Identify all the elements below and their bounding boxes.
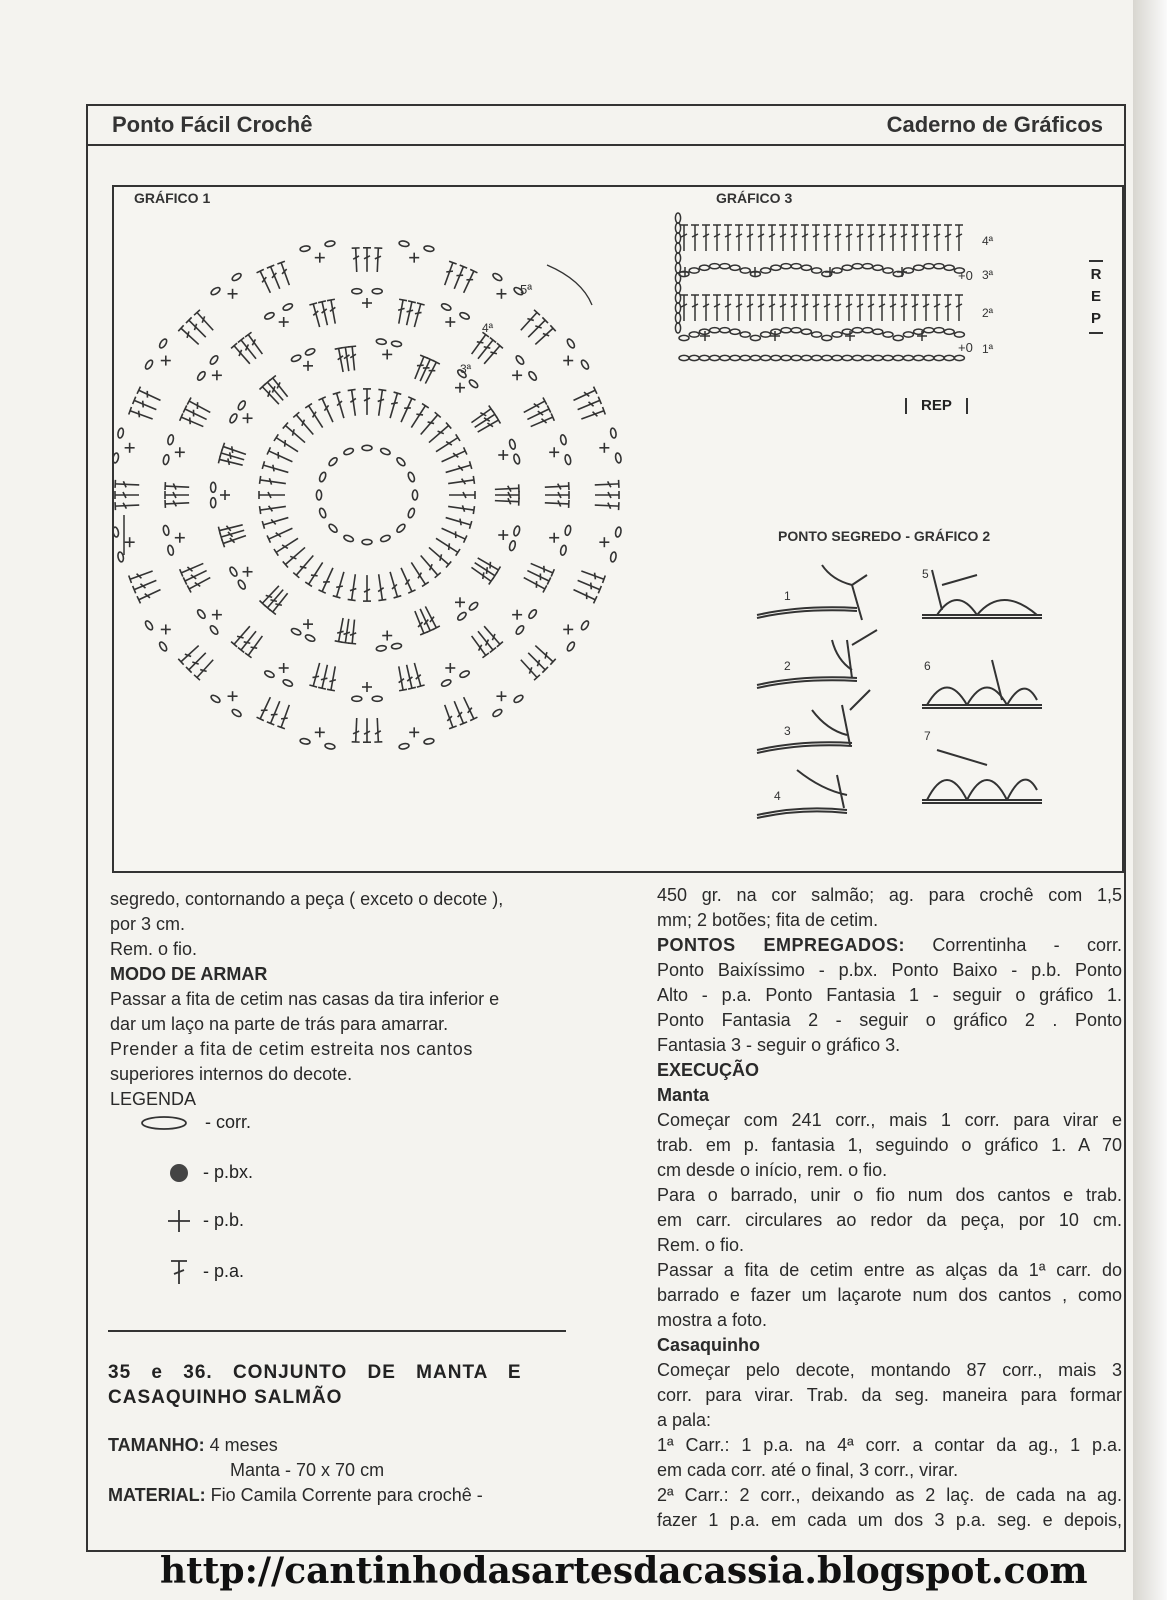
text-line: segredo, contornando a peça ( exceto o decote ), bbox=[110, 889, 504, 909]
header-left-title: Ponto Fácil Crochê bbox=[112, 112, 313, 137]
right-column bbox=[657, 883, 1122, 1533]
text-line: barrado e fazer um laçarote num dos cantos , como bbox=[657, 1285, 1122, 1305]
g2-step-4: 4 bbox=[774, 789, 781, 803]
rep-label: REP bbox=[921, 397, 952, 414]
header-right-title: Caderno de Gráficos bbox=[886, 112, 1103, 137]
legend-label: - p.a. bbox=[203, 1260, 245, 1281]
tamanho-label: TAMANHO: bbox=[108, 1435, 205, 1455]
grafico3-row-chart bbox=[670, 210, 1000, 365]
grafico3-rep-horizontal bbox=[905, 397, 968, 414]
text-line: Começar pelo decote, montando 87 corr., mais 3 bbox=[657, 1360, 1122, 1380]
legend-row-slip bbox=[168, 1162, 253, 1184]
tamanho-value: 4 meses bbox=[209, 1435, 278, 1455]
modo-de-armar-heading: MODO DE ARMAR bbox=[110, 964, 268, 984]
text-line: Começar com 241 corr., mais 1 corr. para virar e bbox=[657, 1110, 1122, 1130]
round-label-3: 3ª bbox=[460, 362, 472, 376]
manta-heading: Manta bbox=[657, 1085, 710, 1105]
g3-row-4-label: 4ª bbox=[982, 234, 994, 248]
grafico2-step-illustrations bbox=[752, 560, 1072, 835]
text-line: em carr. circulares ao redor da peça, por 10 cm. bbox=[657, 1210, 1122, 1230]
single-crochet-cross-icon bbox=[166, 1208, 192, 1234]
grafico2-label: PONTO SEGREDO - GRÁFICO 2 bbox=[778, 528, 991, 544]
grafico3-rep-vertical bbox=[1086, 260, 1106, 334]
project-title-line2: CASAQUINHO SALMÃO bbox=[108, 1387, 343, 1408]
legend-label: - p.bx. bbox=[203, 1162, 254, 1182]
g3-row1-mark: +0 bbox=[958, 340, 973, 355]
text-line: 450 gr. na cor salmão; ag. para crochê com 1,5 bbox=[657, 885, 1122, 905]
text-line: Rem. o fio. bbox=[657, 1235, 745, 1255]
legend-row-sc bbox=[166, 1208, 244, 1234]
text-line: em cada corr. até o final, 3 corr., virar. bbox=[657, 1460, 959, 1480]
chain-oval-icon bbox=[140, 1113, 190, 1133]
text-line: Ponto Fantasia 2 - seguir o gráfico 2 . Ponto bbox=[657, 1010, 1122, 1030]
g2-step-3: 3 bbox=[784, 724, 791, 738]
g2-step-5: 5 bbox=[922, 567, 929, 581]
casaquinho-heading: Casaquinho bbox=[657, 1335, 761, 1355]
text-line: trab. em p. fantasia 1, seguindo o gráfico 1. A 70 bbox=[657, 1135, 1122, 1155]
legend-label: - p.b. bbox=[203, 1209, 245, 1230]
execucao-heading: EXECUÇÃO bbox=[657, 1060, 760, 1080]
text-line: Passar a fita de cetim entre as alças da 1ª carr. do bbox=[657, 1260, 1122, 1280]
left-column bbox=[110, 887, 570, 1112]
text-line: Rem. o fio. bbox=[110, 939, 198, 959]
footer-url-link[interactable]: http://cantinhodasartesdacassia.blogspot.com bbox=[160, 1550, 1088, 1592]
text-line: fazer 1 p.a. em cada um dos 3 p.a. seg. e depois, bbox=[657, 1510, 1122, 1530]
text-line: superiores internos do decote. bbox=[110, 1064, 353, 1084]
project-title-line1 bbox=[108, 1360, 566, 1385]
project-title bbox=[108, 1360, 566, 1410]
g3-row-2-label: 2ª bbox=[982, 306, 994, 320]
header-divider bbox=[86, 144, 1126, 146]
rep-v-r: R bbox=[1090, 266, 1102, 283]
round-label-5: 5ª bbox=[520, 282, 533, 297]
pontos-empregados-heading: PONTOS EMPREGADOS: bbox=[657, 935, 905, 955]
text-line: cm desde o início, rem. o fio. bbox=[657, 1160, 888, 1180]
rep-v-e: E bbox=[1090, 288, 1101, 305]
text-line: Passar a fita de cetim nas casas da tira inferior e bbox=[110, 989, 500, 1009]
g3-row-1-label: 1ª bbox=[982, 342, 994, 356]
grafico1-circular-chart bbox=[112, 205, 652, 805]
text-line: Prender a fita de cetim estreita nos cantos bbox=[110, 1039, 473, 1059]
text-line: Fantasia 3 - seguir o gráfico 3. bbox=[657, 1035, 901, 1055]
grafico1-label: GRÁFICO 1 bbox=[134, 190, 211, 206]
round-label-4: 4ª bbox=[482, 321, 494, 335]
legenda-heading: LEGENDA bbox=[110, 1089, 197, 1109]
text-line: Ponto Baixíssimo - p.bx. Ponto Baixo - p.b. Ponto bbox=[657, 960, 1122, 980]
g2-step-2: 2 bbox=[784, 659, 791, 673]
text-line: a pala: bbox=[657, 1410, 712, 1430]
text-line: por 3 cm. bbox=[110, 914, 186, 934]
text-line: corr. para virar. Trab. da seg. maneira para formar bbox=[657, 1385, 1122, 1405]
text-line: Alto - p.a. Ponto Fantasia 1 - seguir o gráfico 1. bbox=[657, 985, 1122, 1005]
text-line: mm; 2 botões; fita de cetim. bbox=[657, 910, 879, 930]
g2-step-7: 7 bbox=[924, 729, 931, 743]
text-line: dar um laço na parte de trás para amarrar. bbox=[110, 1014, 449, 1034]
material-label: MATERIAL: bbox=[108, 1485, 206, 1505]
grafico3-label: GRÁFICO 3 bbox=[716, 190, 793, 206]
legend-label: - corr. bbox=[205, 1112, 252, 1132]
text-line: Correntinha - corr. bbox=[932, 935, 1122, 955]
slip-stitch-dot-icon bbox=[168, 1162, 190, 1184]
double-crochet-icon bbox=[168, 1258, 190, 1286]
g2-step-6: 6 bbox=[924, 659, 931, 673]
tamanho-value-2: Manta - 70 x 70 cm bbox=[230, 1460, 385, 1480]
rep-v-p: P bbox=[1090, 310, 1101, 327]
text-line: Para o barrado, unir o fio num dos cantos e trab. bbox=[657, 1185, 1122, 1205]
material-value: Fio Camila Corrente para crochê - bbox=[210, 1485, 483, 1505]
legend-row-dc bbox=[168, 1258, 244, 1286]
text-line: 2ª Carr.: 2 corr., deixando as 2 laç. de cada na ag. bbox=[657, 1485, 1122, 1505]
legend-row-chain bbox=[140, 1112, 251, 1133]
text-line: 1ª Carr.: 1 p.a. na 4ª corr. a contar da ag., 1 p.a. bbox=[657, 1435, 1122, 1455]
g3-row3-mark: +0 bbox=[958, 268, 973, 283]
title-text: 35 e 36. CONJUNTO DE MANTA E bbox=[108, 1362, 522, 1383]
section-divider bbox=[108, 1330, 566, 1332]
g3-row-3-label: 3ª bbox=[982, 268, 994, 282]
g2-step-1: 1 bbox=[784, 589, 791, 603]
text-line: mostra a foto. bbox=[657, 1310, 768, 1330]
size-material-block bbox=[108, 1433, 568, 1508]
page-edge-shadow bbox=[1133, 0, 1167, 1600]
